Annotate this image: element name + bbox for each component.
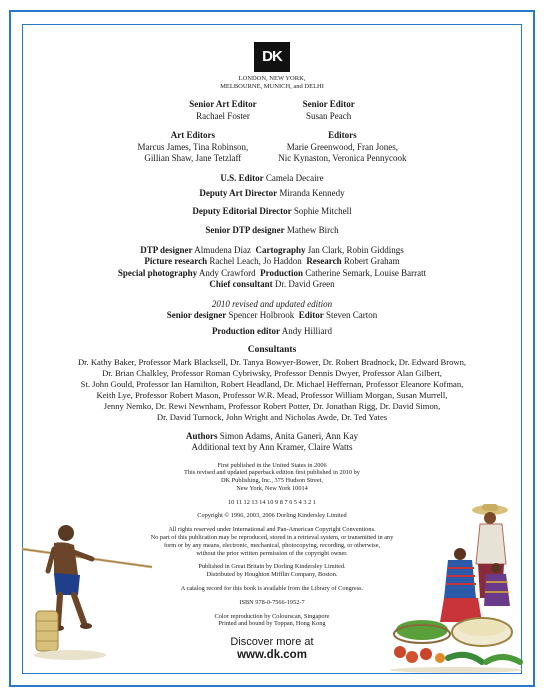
copyright-line: Copyright © 1996, 2003, 2006 Dorling Kindersley Limited bbox=[197, 512, 347, 520]
revised-edition-heading: 2010 revised and updated edition bbox=[211, 298, 333, 309]
tomato bbox=[394, 646, 406, 658]
dk-website-link[interactable]: www.dk.com bbox=[237, 649, 307, 662]
credit-us-editor: U.S. Editor Camela Decaire bbox=[220, 172, 324, 183]
credit-production-editor: Production editor Andy Hilliard bbox=[211, 325, 333, 336]
rights-line: All rights reserved under International and Pan-American Copyright Conventions. bbox=[168, 526, 376, 534]
rights-line: without the prior written permission of the copyright owner. bbox=[196, 549, 348, 557]
dk-logo: DK bbox=[254, 42, 290, 72]
rights-line: No part of this publication may be reproduced, stored in a retrieval system, or transmitted in any bbox=[150, 534, 394, 542]
senior-editor-block bbox=[303, 99, 355, 122]
man-shirt bbox=[476, 524, 506, 564]
publication-line: First published in the United States in 2006 bbox=[217, 461, 327, 469]
credit-chief-consultant: Chief consultant Dr. David Green bbox=[209, 279, 335, 289]
publication-line: DK Publishing, Inc., 375 Hudson Street, bbox=[221, 477, 323, 485]
consultants-line: Dr. Kathy Baker, Professor Mark Blacksell, Dr. Tanya Bowyer-Bower, Dr. Robert Bradnock, Dr. Edward Brown, bbox=[77, 356, 467, 367]
published-line: Distributed by Houghton Mifflin Company, Boston. bbox=[206, 571, 338, 579]
consultants-heading: Consultants bbox=[247, 345, 297, 355]
publication-line: New York, New York 10014 bbox=[236, 484, 308, 492]
rights-line: form or by any means, electronic, mechanical, photocopying, recording, or otherwise, bbox=[163, 541, 381, 549]
hunter-shorts bbox=[54, 573, 80, 595]
person-names: Gillian Shaw, Jane Tetzlaff bbox=[144, 153, 242, 163]
credit-photography-production: Special photography Andy Crawford Production Catherine Semark, Louise Barratt bbox=[117, 267, 427, 278]
senior-art-editor-block bbox=[189, 99, 256, 122]
print-line: 10 11 12 13 14 10 9 8 7 6 5 4 3 2 1 bbox=[228, 498, 316, 506]
person-names: Marie Greenwood, Fran Jones, bbox=[286, 141, 398, 152]
blowpipe-hunter-illustration bbox=[14, 515, 154, 665]
credit-senior-designer: Senior designer Spencer Holbrook Editor Steven Carton bbox=[166, 310, 378, 320]
location-line: LONDON, NEW YORK, bbox=[238, 75, 306, 82]
isbn: ISBN 978-0-7566-1952-7 bbox=[239, 598, 305, 606]
publisher-locations bbox=[30, 75, 514, 91]
consultants-line: Dr. David Turnock, John Wright and Nicholas Awde, Dr. Ted Yates bbox=[156, 411, 388, 422]
published-line: Published in Great Britain by Dorling Kindersley Limited. bbox=[198, 563, 346, 571]
role-label: Art Editors bbox=[170, 130, 215, 140]
discover-more-label: Discover more at bbox=[230, 636, 314, 649]
woman-huipil bbox=[444, 560, 476, 598]
person-names: Nic Kynaston, Veronica Pennycook bbox=[278, 153, 407, 163]
publication-info bbox=[30, 462, 514, 493]
catalog-record: A catalog record for this book is available from the Library of Congress. bbox=[180, 585, 364, 593]
consultants-line: Jenny Nemko, Dr. Rewi Newnham, Professor Robert Potter, Dr. Jonathan Rigg, Dr. David Simon, bbox=[103, 400, 441, 411]
printing-line: Printed and bound by Toppan, Hong Kong bbox=[218, 620, 326, 628]
person-name: Susan Peach bbox=[306, 110, 352, 121]
credit-senior-dtp-designer: Senior DTP designer Mathew Birch bbox=[205, 225, 339, 235]
credit-dtp-cartography: DTP designer Almudena Díaz Cartography Jan Clark, Robin Giddings bbox=[140, 244, 404, 255]
location-line: MELBOURNE, MUNICH, and DELHI bbox=[220, 83, 324, 90]
role-label: Senior Art Editor bbox=[189, 99, 257, 109]
role-label: Editors bbox=[328, 130, 357, 140]
authors-credit: Authors Simon Adams, Anita Ganeri, Ann Kay bbox=[185, 430, 358, 441]
consultants-line: Dr. Brian Chalkley, Professor Roman Cybriwsky, Professor Dennis Dwyer, Professor Alan Gilbert, bbox=[102, 367, 442, 378]
consultants-list bbox=[30, 357, 514, 423]
editor-teams bbox=[30, 130, 514, 165]
consultants-line: St. John Gould, Professor Ian Hamilton, Robert Headland, Dr. Michael Heffernan, Professor Eleanore Kofman, bbox=[80, 378, 464, 389]
person-names: Marcus James, Tina Robinson, bbox=[137, 141, 249, 152]
credit-deputy-art-director: Deputy Art Director Miranda Kennedy bbox=[199, 188, 345, 198]
credit-picture-research: Picture research Rachel Leach, Jo Haddon Research Robert Graham bbox=[144, 256, 400, 266]
hunter-head bbox=[58, 525, 74, 541]
person-name: Rachael Foster bbox=[196, 110, 250, 121]
additional-text-credit: Additional text by Ann Kramer, Claire Watts bbox=[191, 442, 353, 452]
publication-line: This revised and updated paperback edition first published in 2010 by bbox=[184, 469, 360, 477]
market-scene-illustration bbox=[386, 502, 526, 674]
role-label: Senior Editor bbox=[302, 99, 355, 109]
consultants-line: Keith Lye, Professor Robert Mason, Professor W.R. Mead, Professor William Morgan, Susan Murrell, bbox=[96, 389, 448, 400]
vegetable-basket bbox=[396, 620, 448, 640]
senior-editors bbox=[30, 99, 514, 122]
printing-line: Color reproduction by Colourscan, Singapore bbox=[214, 612, 330, 620]
credit-deputy-editorial-director: Deputy Editorial Director Sophie Mitchell bbox=[192, 205, 352, 216]
editors-block bbox=[278, 130, 406, 165]
art-editors-block bbox=[137, 130, 248, 165]
